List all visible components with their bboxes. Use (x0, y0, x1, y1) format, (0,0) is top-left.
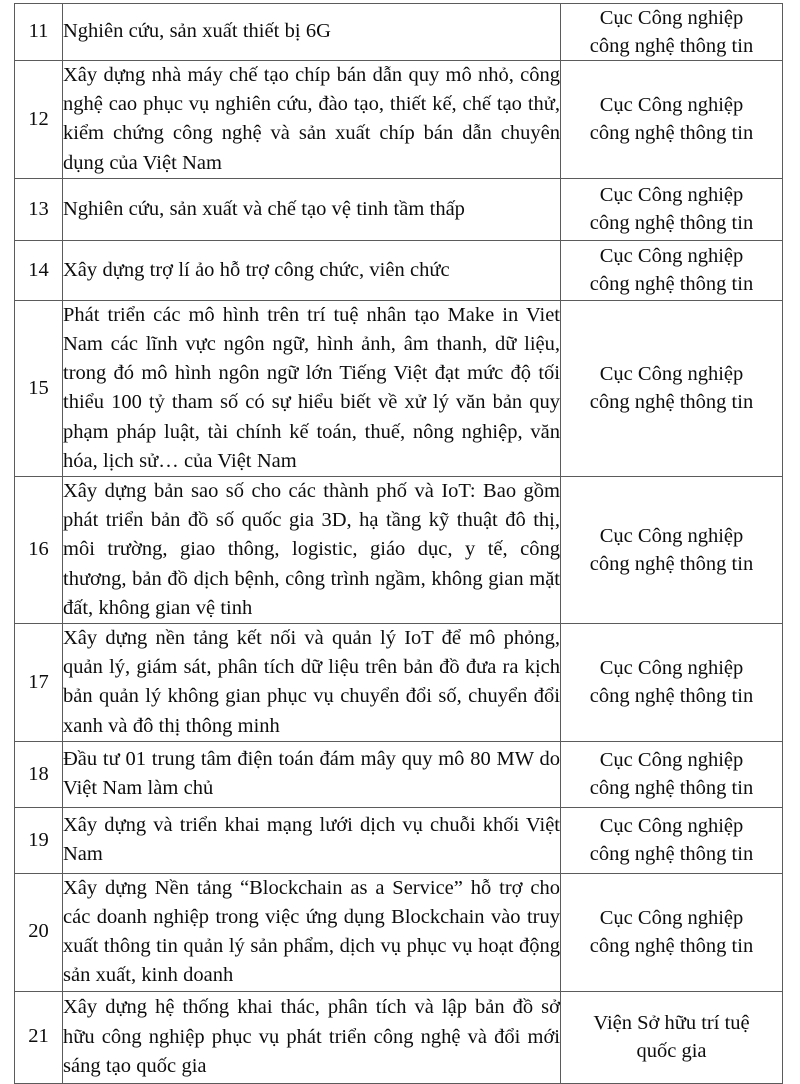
agency-line-1: Cục Công nghiệp (599, 907, 744, 930)
row-number-cell (15, 178, 63, 240)
agency-line-2: công nghệ thông tin (589, 35, 754, 57)
agency-line-2: công nghệ thông tin (589, 553, 754, 576)
agency-line-2: công nghệ thông tin (589, 935, 754, 958)
row-number-cell (15, 477, 63, 624)
table-row (15, 178, 783, 240)
task-text: Nghiên cứu, sản xuất và chế tạo vệ tinh tầm thấp (63, 197, 465, 220)
row-number: 13 (28, 197, 49, 220)
row-number-cell (15, 4, 63, 61)
task-text: Nghiên cứu, sản xuất thiết bị 6G (63, 20, 331, 43)
task-cell (63, 624, 561, 742)
table-row (15, 873, 783, 991)
table-row (15, 240, 783, 300)
table-row (15, 477, 783, 624)
agency-line-1: Cục Công nghiệp (599, 363, 744, 386)
row-number-cell (15, 991, 63, 1083)
table-row (15, 624, 783, 742)
agency-line-1: Cục Công nghiệp (599, 749, 744, 772)
agency-cell (561, 4, 783, 61)
row-number: 21 (28, 1025, 49, 1048)
task-text: Xây dựng nền tảng kết nối và quản lý IoT để mô phỏng, quản lý, giám sát, phân tích dữ liệu trên bản đồ đưa ra kịch bản quản lý không gian phục vụ chuyển đổi số, chuyển đổi xanh và đô thị thông minh (63, 627, 560, 737)
agency-line-2: công nghệ thông tin (589, 777, 754, 800)
agency-cell (561, 741, 783, 807)
row-number: 20 (28, 920, 49, 943)
task-cell (63, 61, 561, 179)
task-text: Xây dựng hệ thống khai thác, phân tích và lập bản đồ sở hữu công nghiệp phục vụ phát triển công nghệ và đổi mới sáng tạo quốc gia (63, 996, 560, 1077)
row-number-cell (15, 873, 63, 991)
row-number: 16 (28, 538, 49, 561)
row-number: 17 (28, 670, 49, 693)
agency-cell (561, 178, 783, 240)
row-number: 14 (28, 258, 49, 281)
task-cell (63, 807, 561, 873)
task-cell (63, 873, 561, 991)
table-row (15, 4, 783, 61)
agency-line-2: công nghệ thông tin (589, 685, 754, 708)
agency-line-1: Cục Công nghiệp (599, 184, 744, 207)
row-number-cell (15, 807, 63, 873)
row-number: 15 (28, 376, 49, 399)
table-body (15, 4, 783, 1084)
agency-cell (561, 624, 783, 742)
assignments-table (14, 3, 783, 1084)
agency-line-1: Viện Sở hữu trí tuệ (593, 1012, 750, 1035)
agency-line-1: Cục Công nghiệp (599, 245, 744, 268)
task-cell (63, 477, 561, 624)
agency-cell (561, 300, 783, 476)
task-text: Phát triển các mô hình trên trí tuệ nhân tạo Make in Viet Nam các lĩnh vực ngôn ngữ, hình ảnh, âm thanh, dữ liệu, trong đó mô hình ngôn ngữ lớn Tiếng Việt đạt mức độ tối thiểu 100 tỷ tham số có sự hiểu biết về xử lý văn bản quy phạm pháp luật, tài chính kế toán, thuế, nông nghiệp, văn hóa, lịch sử… của Việt Nam (63, 303, 560, 472)
agency-cell (561, 61, 783, 179)
agency-line-2: công nghệ thông tin (589, 212, 754, 235)
agency-line-1: Cục Công nghiệp (599, 657, 744, 680)
agency-line-1: Cục Công nghiệp (599, 7, 744, 29)
row-number-cell (15, 624, 63, 742)
task-cell (63, 178, 561, 240)
task-cell (63, 4, 561, 61)
task-text: Đầu tư 01 trung tâm điện toán đám mây quy mô 80 MW do Việt Nam làm chủ (63, 748, 560, 800)
task-cell (63, 240, 561, 300)
task-cell (63, 300, 561, 476)
agency-line-2: công nghệ thông tin (589, 122, 754, 145)
agency-cell (561, 477, 783, 624)
task-cell (63, 741, 561, 807)
row-number-cell (15, 61, 63, 179)
agency-line-2: công nghệ thông tin (589, 273, 754, 296)
table-row (15, 741, 783, 807)
agency-line-2: công nghệ thông tin (589, 391, 754, 414)
agency-cell (561, 240, 783, 300)
task-cell (63, 991, 561, 1083)
agency-line-1: Cục Công nghiệp (599, 525, 744, 548)
row-number-cell (15, 741, 63, 807)
task-text: Xây dựng bản sao số cho các thành phố và IoT: Bao gồm phát triển bản đồ số quốc gia 3D, hạ tầng kỹ thuật đô thị, môi trường, giao thông, logistic, giáo dục, y tế, công thương, bản đồ dịch bệnh, công trình ngầm, không gian mặt đất, không gian vệ tinh (63, 480, 560, 619)
task-text: Xây dựng nhà máy chế tạo chíp bán dẫn quy mô nhỏ, công nghệ cao phục vụ nghiên cứu, đào tạo, thiết kế, chế tạo thử, kiểm chứng công nghệ và sản xuất chíp bán dẫn chuyên dụng của Việt Nam (63, 64, 560, 174)
agency-line-1: Cục Công nghiệp (599, 815, 744, 838)
table-row (15, 807, 783, 873)
row-number: 11 (28, 20, 49, 43)
agency-cell (561, 991, 783, 1083)
task-text: Xây dựng Nền tảng “Blockchain as a Service” hỗ trợ cho các doanh nghiệp trong việc ứng dụng Blockchain vào truy xuất thông tin quản lý sản phẩm, dịch vụ phục vụ hoạt động sản xuất, kinh doanh (63, 876, 560, 987)
row-number-cell (15, 300, 63, 476)
table-row (15, 300, 783, 476)
agency-line-2: công nghệ thông tin (589, 843, 754, 866)
table-row (15, 991, 783, 1083)
row-number: 12 (28, 107, 49, 130)
agency-line-1: Cục Công nghiệp (599, 94, 744, 117)
task-text: Xây dựng trợ lí ảo hỗ trợ công chức, viên chức (63, 258, 450, 281)
row-number: 18 (28, 762, 49, 785)
row-number: 19 (28, 828, 49, 851)
task-text: Xây dựng và triển khai mạng lưới dịch vụ chuỗi khối Việt Nam (63, 814, 560, 866)
agency-line-2: quốc gia (636, 1040, 707, 1063)
table-row (15, 61, 783, 179)
agency-cell (561, 873, 783, 991)
agency-cell (561, 807, 783, 873)
row-number-cell (15, 240, 63, 300)
